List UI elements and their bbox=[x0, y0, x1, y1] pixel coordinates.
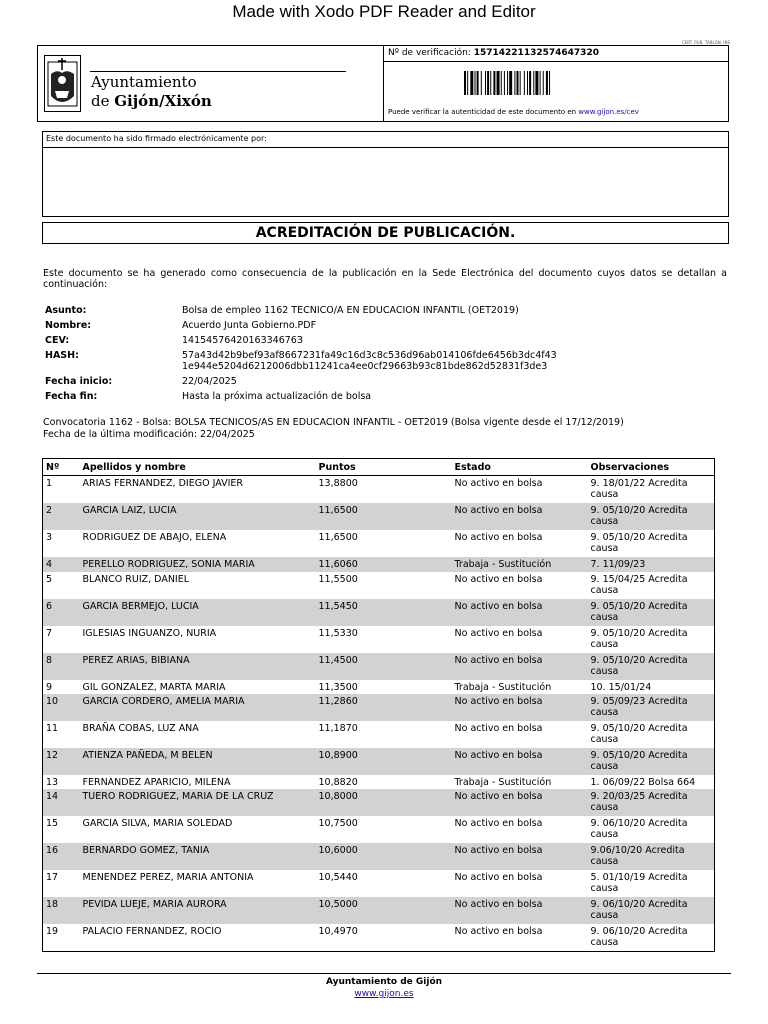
cell-status: No activo en bolsa bbox=[454, 818, 543, 829]
cell-number: 15 bbox=[46, 818, 59, 829]
cell-observations: 9. 05/10/20 Acredita causa bbox=[590, 532, 688, 554]
cell-name: GARCIA SILVA, MARIA SOLEDAD bbox=[82, 818, 233, 829]
col-header-status: Estado bbox=[452, 459, 588, 476]
cell-observations: 9. 05/10/20 Acredita causa bbox=[590, 628, 688, 650]
footer-link-row bbox=[0, 989, 768, 999]
signature-label: Este documento ha sido firmado electrónicamente por: bbox=[43, 132, 728, 148]
verification-code-row: Nº de verificación: 15714221132574647320 bbox=[384, 46, 729, 62]
verification-note: Puede verificar la autenticidad de este documento en www.gijon.es/cev bbox=[388, 108, 639, 116]
last-modified-line: Fecha de la última modificación: 22/04/2025 bbox=[43, 429, 255, 440]
cell-status: No activo en bolsa bbox=[452, 599, 588, 626]
table-row bbox=[43, 775, 715, 789]
table-row bbox=[43, 530, 715, 557]
intro-text: Este documento se ha generado como consecuencia de la publicación en la Sede Electrónica del documento cuyos datos se detallan a continuación: bbox=[43, 268, 727, 290]
cell-name: BERNARDO GOMEZ, TANIA bbox=[80, 843, 316, 870]
cell-status: No activo en bolsa bbox=[452, 503, 588, 530]
cell-observations: 9. 06/10/20 Acredita causa bbox=[588, 897, 715, 924]
table-row bbox=[43, 626, 715, 653]
cell-number: 5 bbox=[46, 574, 53, 585]
cell-status: No activo en bolsa bbox=[452, 789, 588, 816]
cev-value: 1415457642016334676З bbox=[182, 335, 303, 346]
cell-name: GARCIA CORDERO, AMELIA MARIA bbox=[80, 694, 316, 721]
cell-name: PALACIO FERNANDEZ, ROCIO bbox=[82, 926, 222, 937]
cell-name: IGLESIAS INGUANZO, NURIA bbox=[82, 628, 217, 639]
table-row bbox=[43, 870, 715, 897]
cell-status: No activo en bolsa bbox=[452, 843, 588, 870]
cell-status: No activo en bolsa bbox=[454, 723, 543, 734]
asunto-value: Bolsa de empleo 1162 TECNICO/A EN EDUCACION INFANTIL (OET2019) bbox=[182, 305, 519, 316]
footer-org: Ayuntamiento de Gijón bbox=[325, 977, 443, 987]
signature-box bbox=[42, 131, 729, 217]
cell-points: 11,6500 bbox=[318, 532, 358, 543]
table-row bbox=[43, 816, 715, 843]
cell-name: MENENDEZ PEREZ, MARIA ANTONIA bbox=[82, 872, 254, 883]
nombre-value: Acuerdo Junta Gobierno.PDF bbox=[182, 320, 317, 331]
convocatoria-line: Convocatoria 1162 - Bolsa: BOLSA TECNICOS/AS EN EDUCACION INFANTIL - OET2019 (Bolsa vigente desde el 17/12/2019) bbox=[43, 417, 624, 428]
cell-status: Trabaja - Sustitución bbox=[454, 682, 552, 693]
cev-label: CEV: bbox=[45, 335, 70, 346]
cell-observations: 9. 18/01/22 Acredita causa bbox=[590, 478, 688, 500]
cell-name: ARIAS FERNANDEZ, DIEGO JAVIER bbox=[82, 478, 244, 489]
col-header-name: Apellidos y nombre bbox=[80, 459, 316, 476]
nombre-label: Nombre: bbox=[45, 320, 92, 331]
verification-code: 15714221132574647320 bbox=[473, 48, 599, 58]
table-row bbox=[43, 694, 715, 721]
cell-points: 10,5000 bbox=[316, 897, 452, 924]
cell-status: No activo en bolsa bbox=[452, 694, 588, 721]
cell-points: 11,5500 bbox=[318, 574, 358, 585]
cell-status: No activo en bolsa bbox=[454, 574, 543, 585]
barcode-icon bbox=[464, 71, 600, 95]
cell-points: 11,5450 bbox=[316, 599, 452, 626]
cell-number: 19 bbox=[46, 926, 59, 937]
cell-number: 18 bbox=[43, 897, 80, 924]
cell-status: No activo en bolsa bbox=[452, 653, 588, 680]
cell-status: Trabaja - Sustitución bbox=[454, 777, 552, 788]
cell-observations: 9.06/10/20 Acredita causa bbox=[588, 843, 715, 870]
cell-observations: 9. 05/10/20 Acredita causa bbox=[588, 503, 715, 530]
verification-panel bbox=[383, 46, 729, 121]
cell-status: No activo en bolsa bbox=[454, 532, 543, 543]
fecha-inicio-value: 22/04/2025 bbox=[182, 376, 237, 387]
cell-name: PEVIDA LUEJE, MARIA AURORA bbox=[80, 897, 316, 924]
footer-link[interactable]: www.gijon.es bbox=[354, 989, 414, 999]
cell-status: No activo en bolsa bbox=[454, 926, 543, 937]
cell-status: No activo en bolsa bbox=[452, 748, 588, 775]
cell-points: 11,3500 bbox=[318, 682, 358, 693]
footer-rule bbox=[37, 973, 731, 974]
cell-name: TUERO RODRIGUEZ, MARIA DE LA CRUZ bbox=[80, 789, 316, 816]
table-row bbox=[43, 599, 715, 626]
cell-points: 10,5440 bbox=[318, 872, 358, 883]
cell-points: 11,5330 bbox=[318, 628, 358, 639]
hash-value: 57a43d42b9bef93af8667231fa49c16d3c8c536d96ab014106fde6456b3dc4f43 1e944e5204d6212006dbb11241ca4ee0cf29663b93c81bde862d52831f3de3 bbox=[182, 350, 557, 372]
municipality-logo-area bbox=[38, 46, 383, 121]
cell-status: No activo en bolsa bbox=[454, 872, 543, 883]
fecha-fin-value: Hasta la próxima actualización de bolsa bbox=[182, 391, 372, 402]
cell-number: 3 bbox=[46, 532, 53, 543]
table-row bbox=[43, 721, 715, 748]
cell-observations: 9. 20/03/25 Acredita causa bbox=[588, 789, 715, 816]
cell-observations: 1. 06/09/22 Bolsa 664 bbox=[590, 777, 696, 788]
cell-observations: 9. 05/10/20 Acredita causa bbox=[588, 599, 715, 626]
cell-points: 11,6060 bbox=[316, 557, 452, 572]
cell-points: 10,8000 bbox=[316, 789, 452, 816]
cell-points: 11,1870 bbox=[318, 723, 358, 734]
cell-name: RODRIGUEZ DE ABAJO, ELENA bbox=[82, 532, 227, 543]
cell-observations: 9. 15/04/25 Acredita causa bbox=[590, 574, 688, 596]
cell-name: GARCIA LAIZ, LUCIA bbox=[80, 503, 316, 530]
cell-observations: 9. 06/10/20 Acredita causa bbox=[590, 818, 688, 840]
convocatoria-info bbox=[43, 417, 624, 441]
municipality-name-line1: Ayuntamiento bbox=[91, 73, 197, 91]
asunto-label: Asunto: bbox=[45, 305, 87, 316]
cell-observations: 9. 05/10/20 Acredita causa bbox=[588, 653, 715, 680]
cell-number: 8 bbox=[43, 653, 80, 680]
cell-name: BLANCO RUIZ, DANIEL bbox=[82, 574, 190, 585]
document-header bbox=[37, 45, 729, 122]
municipality-name-line2: de Gijón/Xixón bbox=[91, 92, 212, 110]
cell-name: ATIENZA PAÑEDA, M BELEN bbox=[80, 748, 316, 775]
candidates-table bbox=[42, 458, 715, 952]
cell-name: BRAÑA COBAS, LUZ ANA bbox=[82, 723, 199, 734]
app-banner: Made with Xodo PDF Reader and Editor bbox=[232, 2, 536, 21]
fecha-fin-label: Fecha fin: bbox=[45, 391, 98, 402]
cell-number: 6 bbox=[43, 599, 80, 626]
cell-number: 9 bbox=[46, 682, 53, 693]
table-row bbox=[43, 789, 715, 816]
cell-number: 10 bbox=[43, 694, 80, 721]
table-row bbox=[43, 924, 715, 952]
table-row bbox=[43, 897, 715, 924]
cell-name: PERELLO RODRIGUEZ, SONIA MARIA bbox=[80, 557, 316, 572]
fecha-inicio-label: Fecha inicio: bbox=[45, 376, 113, 387]
cell-number: 13 bbox=[46, 777, 59, 788]
cell-observations: 9. 05/10/20 Acredita causa bbox=[590, 723, 688, 745]
table-header-row bbox=[43, 459, 715, 476]
cell-number: 14 bbox=[43, 789, 80, 816]
coat-of-arms-icon bbox=[44, 55, 81, 112]
cell-number: 7 bbox=[46, 628, 53, 639]
cell-number: 11 bbox=[46, 723, 59, 734]
cell-number: 17 bbox=[46, 872, 59, 883]
cell-number: 12 bbox=[43, 748, 80, 775]
cell-points: 10,8900 bbox=[316, 748, 452, 775]
col-header-points: Puntos bbox=[316, 459, 452, 476]
cell-number: 16 bbox=[43, 843, 80, 870]
col-header-number: Nº bbox=[43, 459, 80, 476]
cell-number: 2 bbox=[43, 503, 80, 530]
corner-text: CERT. PUB. TABLON. INS bbox=[681, 40, 730, 45]
table-row bbox=[43, 572, 715, 599]
cell-observations: 10. 15/01/24 bbox=[590, 682, 652, 693]
header-rule bbox=[90, 71, 346, 72]
table-row bbox=[43, 653, 715, 680]
cell-name: FERNANDEZ APARICIO, MILENA bbox=[82, 777, 231, 788]
col-header-observations: Observaciones bbox=[588, 459, 715, 476]
cell-observations: 9. 05/10/20 Acredita causa bbox=[588, 748, 715, 775]
cell-status: Trabaja - Sustitución bbox=[452, 557, 588, 572]
table-row bbox=[43, 843, 715, 870]
cell-points: 10,8820 bbox=[318, 777, 358, 788]
cell-points: 13,8800 bbox=[318, 478, 358, 489]
table-row bbox=[43, 557, 715, 572]
cell-points: 11,4500 bbox=[316, 653, 452, 680]
table-body bbox=[43, 476, 715, 952]
document-title: ACREDITACIÓN DE PUBLICACIÓN. bbox=[42, 222, 729, 244]
cell-observations: 9. 05/09/23 Acredita causa bbox=[588, 694, 715, 721]
cell-points: 10,7500 bbox=[318, 818, 358, 829]
cell-observations: 9. 06/10/20 Acredita causa bbox=[590, 926, 688, 948]
cell-observations: 7. 11/09/23 bbox=[588, 557, 715, 572]
verification-link[interactable]: www.gijon.es/cev bbox=[578, 108, 639, 116]
cell-points: 10,6000 bbox=[316, 843, 452, 870]
table-row bbox=[43, 476, 715, 504]
cell-status: No activo en bolsa bbox=[454, 478, 543, 489]
table-row bbox=[43, 680, 715, 694]
cell-status: No activo en bolsa bbox=[454, 628, 543, 639]
cell-points: 10,4970 bbox=[318, 926, 358, 937]
cell-name: GIL GONZALEZ, MARTA MARIA bbox=[82, 682, 226, 693]
cell-number: 4 bbox=[43, 557, 80, 572]
table-row bbox=[43, 503, 715, 530]
table-row bbox=[43, 748, 715, 775]
cell-name: PEREZ ARIAS, BIBIANA bbox=[80, 653, 316, 680]
cell-points: 11,2860 bbox=[316, 694, 452, 721]
cell-status: No activo en bolsa bbox=[452, 897, 588, 924]
cell-points: 11,6500 bbox=[316, 503, 452, 530]
cell-observations: 5. 01/10/19 Acredita causa bbox=[590, 872, 688, 894]
cell-number: 1 bbox=[46, 478, 53, 489]
cell-name: GARCIA BERMEJO, LUCIA bbox=[80, 599, 316, 626]
hash-label: HASH: bbox=[45, 350, 79, 361]
